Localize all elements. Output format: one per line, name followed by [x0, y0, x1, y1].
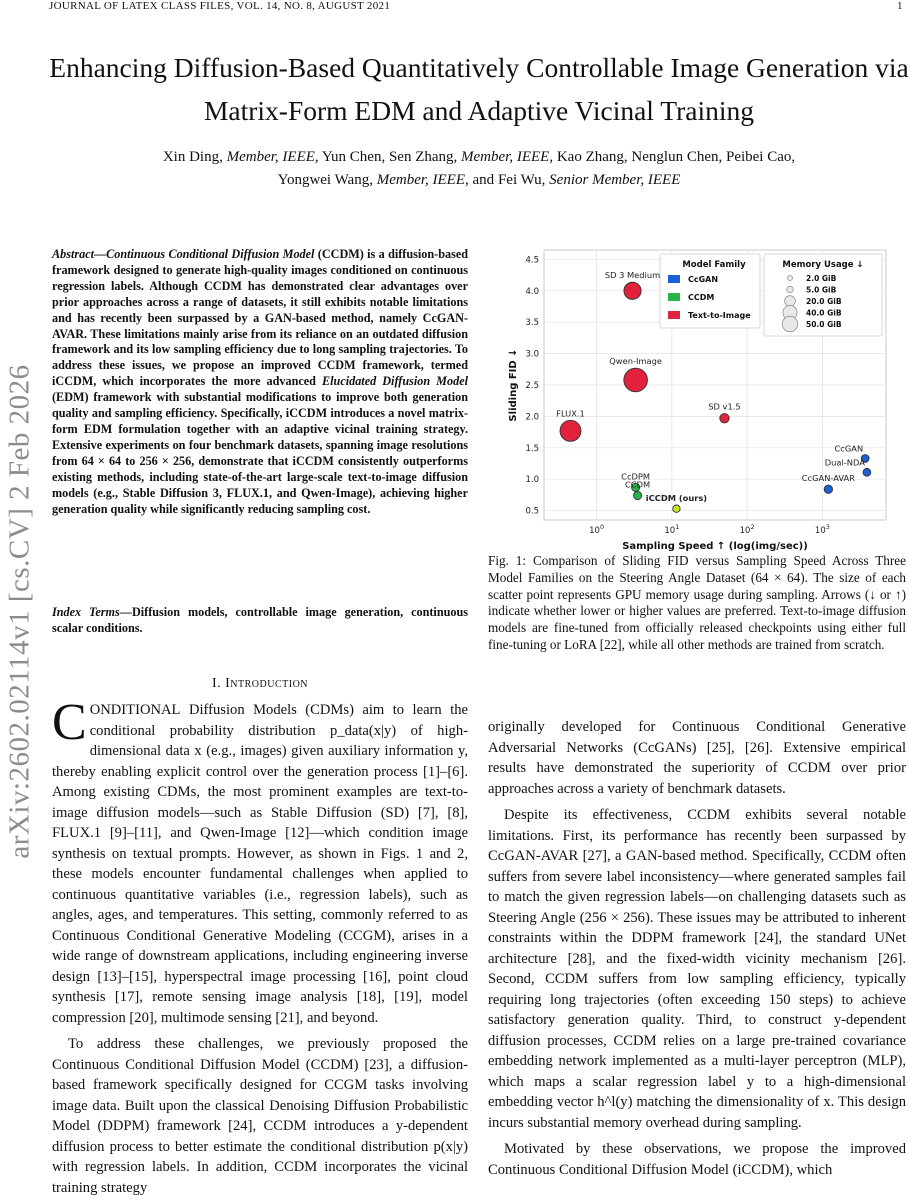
intro-left-column [52, 694, 468, 1204]
intro-paragraph: CONDITIONAL Diffusion Models (CDMs) aim to learn the conditional probability distribution p_data(x|y) of high-dimensional data x (e.g., images) given auxiliary information y, thereby enabling explicit control over the generation process [1]–[6]. Among existing CDMs, the most prominent examples are text-to-image diffusion models—such as Stable Diffusion (SD) [7], [8], FLUX.1 [9]–[11], and Qwen-Image [12]—which condition image synthesis on textual prompts. However, as shown in Figs. 1 and 2, these models encounter fundamental challenges when applied to continuous quantitative variables (i.e., regression labels), such as angles, ages, and temperatures. This setting, commonly referred to as Continuous Conditional Generative Modeling (CCGM), arises in a wide range of downstream applications, including engineering inverse design [13]–[15], hyperspectral image processing [16], point cloud synthesis [17], remote sensing image analysis [18], [19], model compression [20], multimode sensing [21], and beyond. [52, 694, 468, 1026]
author-entry: Nenglun Chen, [631, 149, 726, 165]
y-tick-label: 4.0 [525, 286, 539, 297]
author-entry: Yun Chen, [321, 149, 389, 165]
paper-title: Enhancing Diffusion-Based Quantitatively Controllable Image Generation via Matrix-Form EDM and Adaptive Vicinal Training [49, 52, 909, 126]
x-tick-label: $10^3$ [814, 523, 830, 536]
y-tick-label: 4.5 [525, 255, 539, 266]
point-label: CcGAN [834, 443, 864, 454]
scatter-point [633, 491, 641, 499]
x-tick-label: $10^0$ [589, 523, 605, 536]
memory-legend-marker [787, 275, 792, 280]
memory-legend-marker [785, 296, 796, 307]
intro-paragraph: Motivated by these observations, we propose the improved Continuous Conditional Diffusion Model (iCCDM), which [488, 1141, 906, 1178]
memory-legend-marker [782, 316, 798, 332]
intro-paragraph: To address these challenges, we previously proposed the Continuous Conditional Diffusion Model (CCDM) [23], a diffusion-based framework specifically designed for CCGM tasks involving image data. Built upon the classical Denoising Diffusion Probabilistic Model (DDPM) framework [24], CCDM introduces a y-dependent diffusion process to better estimate the conditional distribution p(x|y) with regression labels. In addition, CCDM incorporates the vicinal training strategy [52, 1036, 468, 1196]
abstract: Abstract—Continuous Conditional Diffusion Model (CCDM) is a diffusion-based framework designed to generate high-quality images conditioned on continuous regression labels. Although CCDM has demonstrated clear advantages over prior approaches across a range of datasets, it still exhibits notable limitations and has recently been surpassed by a GAN-based method, namely CcGAN-AVAR. These limitations mainly arise from its reliance on an outdated diffusion framework and its low sampling efficiency due to long sampling trajectories. To address these issues, we propose an improved CCDM framework, termed iCCDM, which incorporates the more advanced Elucidated Diffusion Model (EDM) framework with substantial modifications to improve both generation quality and sampling efficiency. Specifically, iCCDM introduces a novel matrix-form EDM formulation together with an adaptive vicinal training strategy. Extensive experiments on four benchmark datasets, spanning image resolutions from 64 × 64 to 256 × 256, demonstrate that iCCDM consistently outperforms existing methods, including state-of-the-art large-scale text-to-image diffusion models (e.g., Stable Diffusion 3, FLUX.1, and Qwen-Image), achieving higher generation quality while significantly reducing sampling cost. [52, 247, 469, 516]
scatter-point [720, 414, 729, 423]
family-legend-label: CcGAN [688, 275, 719, 284]
memory-legend-marker [787, 286, 794, 293]
author-entry: Kao Zhang, [556, 149, 632, 165]
author-entry: Sen Zhang, Member, IEEE, [388, 149, 557, 165]
family-legend-label: Text-to-Image [688, 311, 751, 320]
author-entry: Fei Wu, Senior Member, IEEE [497, 172, 681, 188]
point-label: FLUX.1 [556, 408, 585, 419]
scatter-point [624, 368, 648, 392]
x-tick-label: $10^2$ [739, 523, 755, 536]
scatter-point [824, 485, 832, 493]
family-legend-title: Model Family [682, 260, 746, 270]
y-tick-label: 2.0 [525, 412, 539, 423]
intro-paragraph: originally developed for Continuous Conditional Generative Adversarial Networks (CcGANs) [25], [26]. Extensive empirical results have demonstrated the superiority of CCDM over prior approaches across a variety of benchmark datasets. [488, 719, 906, 797]
family-legend-swatch [668, 311, 680, 319]
y-tick-label: 1.0 [525, 475, 539, 486]
family-legend-swatch [668, 293, 680, 301]
y-tick-label: 0.5 [525, 506, 539, 517]
point-label: CcDPM [621, 471, 651, 482]
author-entry: Yongwei Wang, Member, IEEE, and [277, 172, 498, 188]
figure-caption: Fig. 1: Comparison of Sliding FID versus Sampling Speed Across Three Model Families on the Steering Angle Dataset (64 × 64). The size of each scatter point represents GPU memory usage during sampling. Arrows (↓ or ↑) indicate whether lower or higher values are preferred. Text-to-image diffusion models are fine-tuned from officially released checkpoints using either full fine-tuning or LoRA [22], while all other methods are trained from scratch. [488, 553, 906, 652]
point-label: Dual-NDA [824, 457, 865, 468]
point-label: Qwen-Image [609, 356, 662, 367]
memory-legend-label: 2.0 GiB [806, 274, 837, 283]
point-label: iCCDM (ours) [645, 492, 708, 503]
memory-legend-label: 40.0 GiB [806, 308, 842, 318]
abstract-label: Abstract [52, 247, 94, 261]
x-tick-label: $10^1$ [664, 523, 680, 536]
x-axis-label: Sampling Speed ↑ (log(img/sec)) [622, 541, 808, 551]
point-label: CCDM [624, 479, 651, 490]
intro-right-column [488, 717, 906, 1186]
author-entry: Peibei Cao, [725, 149, 796, 165]
y-tick-label: 3.5 [525, 318, 539, 329]
scatter-point [560, 420, 581, 441]
point-label: SD v1.5 [708, 401, 741, 412]
author-entry: Xin Ding, Member, IEEE, [162, 149, 322, 165]
y-tick-label: 1.5 [525, 443, 539, 454]
memory-legend-title: Memory Usage ↓ [782, 260, 864, 270]
intro-paragraph: Despite its effectiveness, CCDM exhibits several notable limitations. First, its performance has recently been surpassed by CcGAN-AVAR [27], a GAN-based method. Specifically, CCDM often suffers from severe label inconsistency—where generated samples fail to match the given regression labels—on challenging datasets such as Steering Angle (256 × 256). These issues may be attributed to inherent constraints within the DDPM framework [24], the standard UNet architecture [28], and the fixed-width vicinity mechanism [26]. Second, CCDM suffers from low sampling efficiency, typically requiring long trajectories (often exceeding 150 steps) to achieve satisfactory generation quality. Third, to construct y-dependent diffusion processes, CCDM relies on a large pre-trained covariance embedding network implemented as a multi-layer perceptron (MLP), which maps a scalar regression label y to a high-dimensional embedding vector h^l(y) matching the dimensionality of x. This design incurs substantial memory overhead during sampling. [488, 807, 906, 1131]
running-head: JOURNAL OF LATEX CLASS FILES, VOL. 14, NO. 8, AUGUST 2021 [49, 0, 391, 12]
y-tick-label: 2.5 [525, 381, 539, 391]
memory-legend-label: 50.0 GiB [806, 320, 842, 329]
memory-legend-label: 5.0 GiB [806, 285, 837, 295]
arxiv-id: arXiv:2602.02114v1 [cs.CV] 2 Feb 2026 [3, 364, 36, 859]
family-legend-swatch [668, 275, 680, 283]
point-label: SD 3 Medium [604, 270, 661, 281]
family-legend-label: CCDM [688, 293, 715, 302]
scatter-point [673, 505, 680, 512]
page-number: 1 [897, 0, 903, 12]
dropcap: C [52, 694, 87, 751]
memory-legend-label: 20.0 GiB [806, 297, 842, 306]
author-list [49, 146, 909, 192]
arxiv-sidebar [0, 330, 40, 890]
scatter-point [863, 468, 871, 476]
scatter-point [624, 282, 641, 299]
y-axis-label: Sliding FID ↓ [508, 348, 519, 422]
section-heading: I. Introduction [211, 676, 309, 691]
fid-vs-speed-chart [500, 246, 900, 551]
y-tick-label: 3.0 [525, 349, 539, 360]
point-label: CcGAN-AVAR [801, 473, 855, 484]
index-terms: Index Terms—Diffusion models, controllable image generation, continuous scalar conditions. [52, 605, 468, 635]
